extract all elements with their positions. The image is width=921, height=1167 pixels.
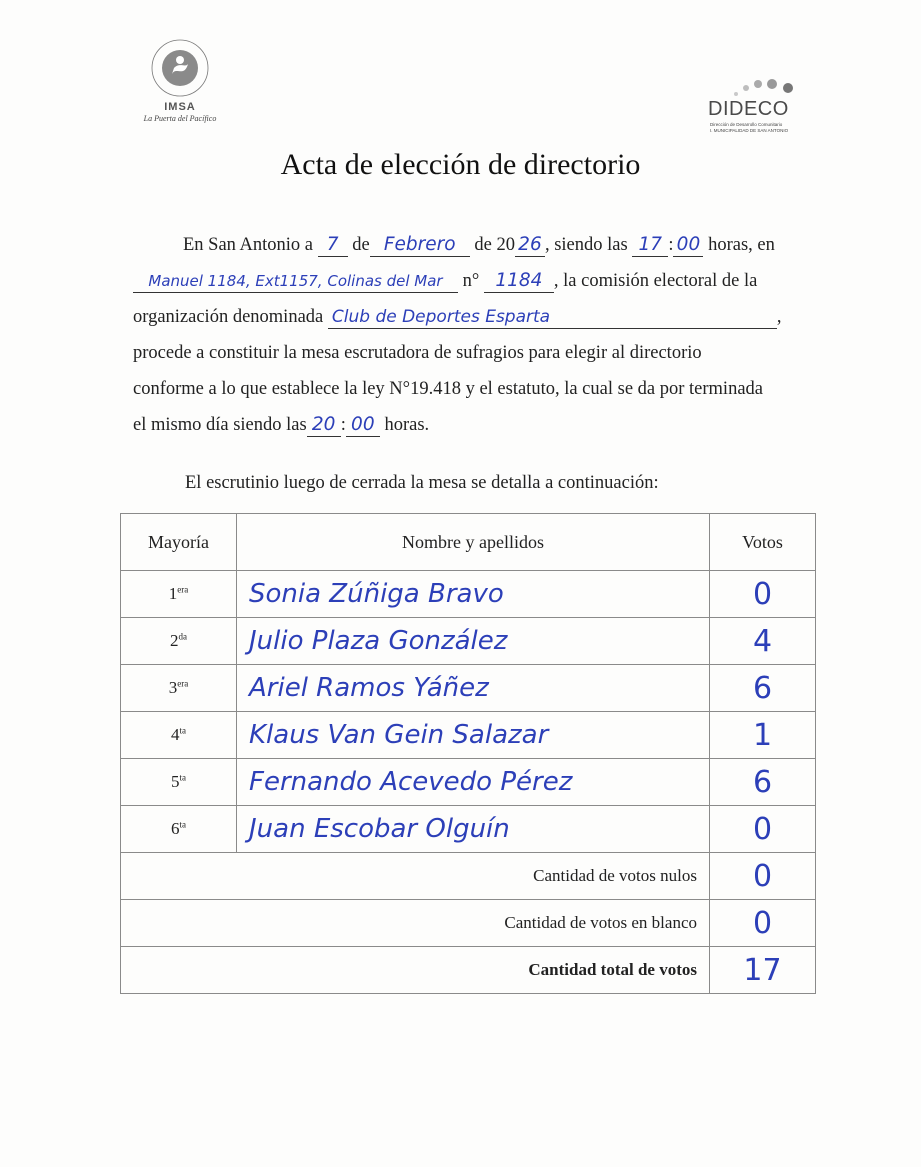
vote-count: 1	[710, 712, 816, 759]
day-field: 7	[318, 234, 348, 257]
dideco-subline-2: I. MUNICIPALIDAD DE SAN ANTONIO	[710, 128, 789, 133]
vote-count: 0	[710, 806, 816, 853]
table-row	[121, 712, 816, 759]
vote-count: 4	[710, 618, 816, 665]
table-row	[121, 571, 816, 618]
intro-line-2	[133, 264, 757, 298]
table-header-row	[121, 514, 816, 571]
rank-cell: $4^{ta}$	[121, 712, 237, 759]
dideco-logo	[706, 76, 811, 136]
intro-line-3	[133, 300, 782, 334]
start-minute-field: 00	[673, 234, 703, 257]
text-fragment: organización denominada	[133, 307, 324, 327]
text-fragment: horas, en	[708, 235, 775, 255]
imsa-tagline: La Puerta del Pacífico	[143, 114, 217, 123]
header-votos: Votos	[710, 514, 816, 571]
address-number-field: 1184	[484, 270, 554, 293]
imsa-seal-name: IMSA	[164, 101, 196, 113]
text-fragment: , la comisión electoral de la	[553, 271, 758, 291]
vote-count: 6	[710, 759, 816, 806]
rank-cell: $2^{da}$	[121, 618, 237, 665]
text-fragment: de	[352, 235, 370, 255]
end-hour-field: 20	[307, 414, 341, 437]
text-fragment: ,	[776, 307, 782, 327]
candidate-name: Ariel Ramos Yáñez	[237, 665, 710, 712]
candidate-name: Klaus Van Gein Salazar	[237, 712, 710, 759]
intro-line-1: En San Antonio a 7 de Febrero de 20 26 , siendo las 17 : 00 horas, en	[183, 234, 775, 255]
organization-name-field: Club de Deportes Esparta	[328, 306, 777, 329]
text-fragment: de 20	[474, 235, 515, 255]
votes-table	[120, 513, 816, 994]
dideco-name: DIDECO	[708, 98, 789, 120]
header-nombre: Nombre y apellidos	[237, 514, 710, 571]
header-mayoria: Mayoría	[121, 514, 237, 571]
table-row	[121, 665, 816, 712]
municipal-seal-icon	[150, 38, 210, 98]
vote-count: 6	[710, 665, 816, 712]
summary-row-blank	[121, 900, 816, 947]
summary-value: 17	[710, 947, 816, 994]
year-field: 26	[515, 234, 545, 257]
summary-label: Cantidad de votos en blanco	[121, 900, 710, 947]
document-title: Acta de elección de directorio	[280, 148, 641, 181]
candidate-name: Fernando Acevedo Pérez	[237, 759, 710, 806]
rank-cell: $5^{ta}$	[121, 759, 237, 806]
table-intro: El escrutinio luego de cerrada la mesa se detalla a continuación:	[185, 473, 659, 493]
text-fragment: el mismo día siendo las	[133, 415, 307, 435]
table-row	[121, 618, 816, 665]
vote-count: 0	[710, 571, 816, 618]
intro-line-5: conforme a lo que establece la ley N°19.418 y el estatuto, la cual se da por terminada	[133, 379, 763, 399]
text-fragment: En San Antonio a	[183, 235, 314, 255]
month-field: Febrero	[370, 234, 470, 257]
summary-row-total	[121, 947, 816, 994]
imsa-logo	[130, 38, 230, 148]
text-fragment: , siendo las	[544, 235, 628, 255]
intro-line-6: el mismo día siendo las 20 : 00 horas.	[133, 414, 430, 435]
candidate-name: Juan Escobar Olguín	[237, 806, 710, 853]
rank-cell: $3^{era}$	[121, 665, 237, 712]
table-row	[121, 806, 816, 853]
start-hour-field: 17	[632, 234, 668, 257]
summary-label: Cantidad total de votos	[121, 947, 710, 994]
end-minute-field: 00	[346, 414, 380, 437]
text-fragment: n°	[462, 271, 480, 291]
address-field: Manuel 1184, Ext1157, Colinas del Mar	[133, 270, 458, 293]
dideco-subline-1: Dirección de Desarrollo Comunitario	[710, 122, 783, 127]
intro-line-4: procede a constituir la mesa escrutadora de sufragios para elegir al directorio	[133, 343, 702, 363]
table-row	[121, 759, 816, 806]
summary-value: 0	[710, 900, 816, 947]
dots-icon	[726, 76, 826, 100]
text-fragment: horas.	[384, 415, 430, 435]
summary-label: Cantidad de votos nulos	[121, 853, 710, 900]
rank-cell: $6^{ta}$	[121, 806, 237, 853]
summary-row-null	[121, 853, 816, 900]
candidate-name: Sonia Zúñiga Bravo	[237, 571, 710, 618]
rank-cell: $1^{era}$	[121, 571, 237, 618]
candidate-name: Julio Plaza González	[237, 618, 710, 665]
summary-value: 0	[710, 853, 816, 900]
